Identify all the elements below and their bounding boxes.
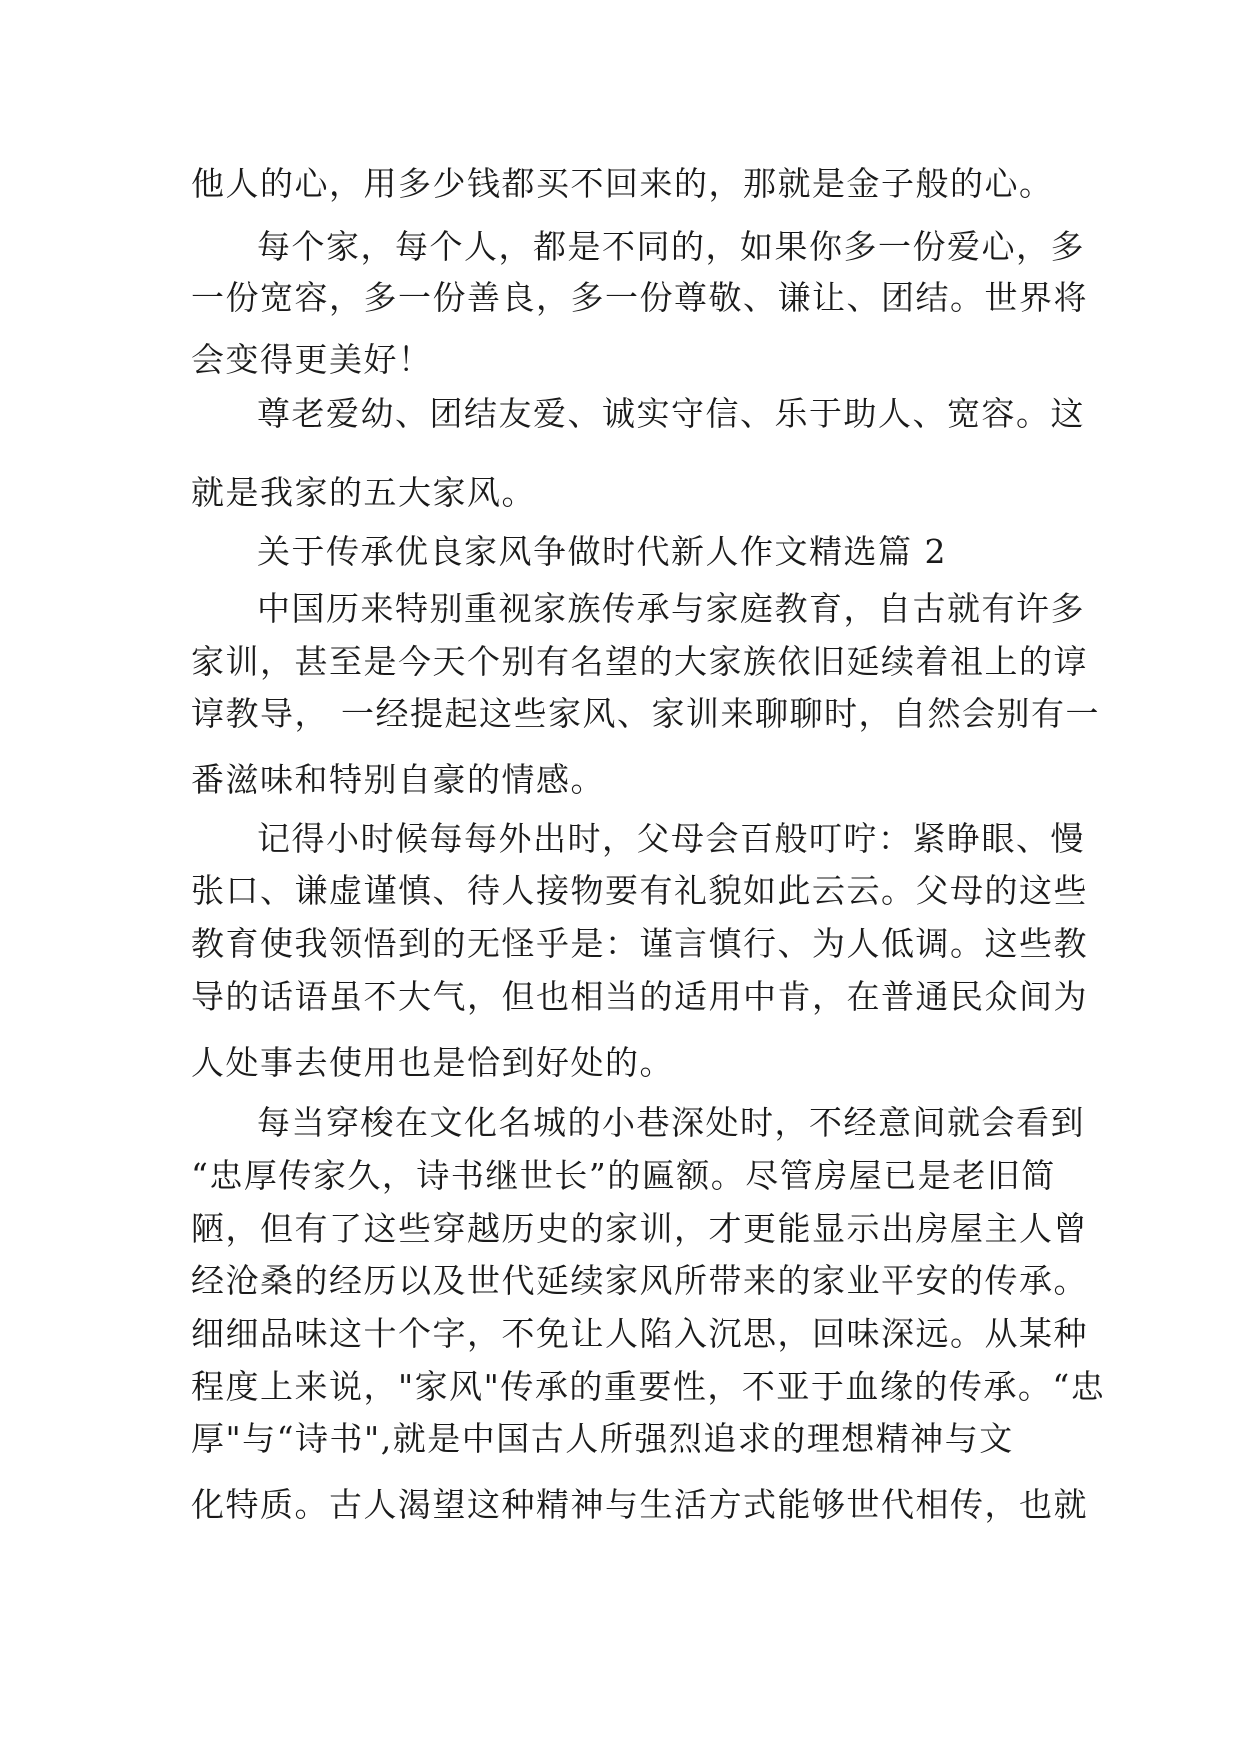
text-line: 就是我家的五大家风。	[191, 473, 536, 512]
text-line: 化特质。古人渴望这种精神与生活方式能够世代相传，也就	[191, 1485, 1088, 1524]
text-line: 教育使我领悟到的无怪乎是：谨言慎行、为人低调。这些教	[191, 924, 1088, 963]
text-line: 尊老爱幼、团结友爱、诚实守信、乐于助人、宽容。这	[257, 394, 1085, 433]
text-line: 厚"与“诗书",就是中国古人所强烈追求的理想精神与文	[191, 1419, 1014, 1458]
text-line: 程度上来说，"家风"传承的重要性，不亚于血缘的传承。“忠	[191, 1367, 1106, 1406]
text-line: 陋，但有了这些穿越历史的家训，才更能显示出房屋主人曾	[191, 1209, 1088, 1248]
text-line: 会变得更美好！	[191, 340, 433, 379]
text-line: 家训，甚至是今天个别有名望的大家族依旧延续着祖上的谆	[191, 642, 1088, 681]
text-line: 谆教导， 一经提起这些家风、家训来聊聊时，自然会别有一	[191, 694, 1100, 733]
text-line: 细细品味这十个字，不免让人陷入沉思，回味深远。从某种	[191, 1314, 1088, 1353]
text-line: 番滋味和特别自豪的情感。	[191, 760, 605, 799]
text-line: 人处事去使用也是恰到好处的。	[191, 1043, 674, 1082]
text-line: “忠厚传家久，诗书继世长”的匾额。尽管房屋已是老旧简	[191, 1156, 1056, 1195]
section-heading: 关于传承优良家风争做时代新人作文精选篇 2	[257, 532, 947, 571]
text-line: 他人的心，用多少钱都买不回来的，那就是金子般的心。	[191, 164, 1054, 203]
text-line: 一份宽容，多一份善良，多一份尊敬、谦让、团结。世界将	[191, 278, 1088, 317]
text-line: 记得小时候每每外出时，父母会百般叮咛：紧睁眼、慢	[257, 819, 1085, 858]
text-line: 张口、谦虚谨慎、待人接物要有礼貌如此云云。父母的这些	[191, 871, 1088, 910]
text-line: 每当穿梭在文化名城的小巷深处时，不经意间就会看到	[257, 1103, 1085, 1142]
text-line: 中国历来特别重视家族传承与家庭教育，自古就有许多	[257, 589, 1085, 628]
text-line: 每个家，每个人，都是不同的，如果你多一份爱心，多	[257, 227, 1085, 266]
text-line: 导的话语虽不大气，但也相当的适用中肯，在普通民众间为	[191, 977, 1088, 1016]
text-line: 经沧桑的经历以及世代延续家风所带来的家业平安的传承。	[191, 1261, 1088, 1300]
